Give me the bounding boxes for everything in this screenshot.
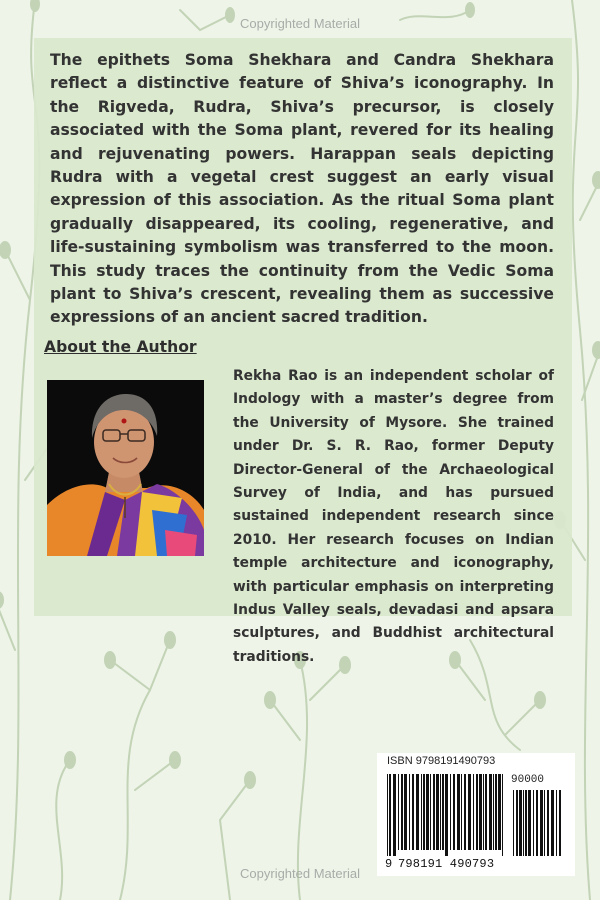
isbn-barcode xyxy=(377,753,575,876)
barcode-bar xyxy=(544,790,545,856)
barcode-bar xyxy=(479,774,482,850)
barcode-bar xyxy=(547,790,549,856)
barcode-bar xyxy=(493,774,494,850)
barcode-bar xyxy=(502,774,503,856)
barcode-bar xyxy=(519,790,522,856)
isbn-lead-digit: 9 xyxy=(385,857,393,871)
barcode-bar xyxy=(485,774,487,850)
barcode-bar xyxy=(468,774,471,850)
barcode-bar xyxy=(401,774,403,850)
barcode-bar xyxy=(473,774,474,850)
barcode-bar xyxy=(416,774,419,850)
price-addon-label: 90000 xyxy=(511,774,545,786)
barcode-bar xyxy=(442,774,444,850)
barcode-bar xyxy=(551,790,554,856)
barcode-bar xyxy=(559,790,561,856)
barcode-bar xyxy=(430,774,431,850)
barcode-bar xyxy=(495,774,497,850)
barcode-bar xyxy=(436,774,439,850)
barcode-bar xyxy=(489,774,492,850)
barcode-bar xyxy=(556,790,557,856)
book-blurb: The epithets Soma Shekhara and Candra Shekhara reflect a distinctive feature of Shiva’s iconography. In the Rigveda, Rudra, Shiva’s precursor, is closely associated with the Soma plant, revered for its healing and rejuvenating powers. Harappan seals depicting Rudra with a vegetal crest suggest an early visual expression of this association. As the ritual Soma plant gradually disappeared, its cooling, regenerative, and life-sustaining symbolism was transferred to the moon. This study traces the continuity from the Vedic Soma plant to Shiva’s crescent, revealing them as successive expressions of an ancient sacred tradition. xyxy=(50,51,554,327)
barcode-bar xyxy=(433,774,435,850)
barcode-bar xyxy=(498,774,501,850)
barcode-bar xyxy=(525,790,527,856)
copyright-watermark-bottom: Copyrighted Material xyxy=(240,866,360,881)
author-bio: Rekha Rao is an independent scholar of Indology with a master’s degree from the University of Mysore. She trained under Dr. S. R. Rao, former Deputy Director-General of the Archaeological Survey of India, and has pursued sustained independent research since 2010. Her research focuses on Indian temple architecture and iconography, with particular emphasis on interpreting Indus Valley seals, devadasi and apsara sculptures, and Buddhist architectural traditions. xyxy=(233,368,554,665)
barcode-bar xyxy=(533,790,534,856)
barcode-bar xyxy=(461,774,462,850)
barcode-bar xyxy=(423,774,425,850)
barcode-bar xyxy=(453,774,455,850)
barcode-bar xyxy=(387,774,388,856)
barcode-bar xyxy=(445,774,448,856)
author-photo xyxy=(47,380,204,556)
barcode-bar xyxy=(426,774,429,850)
barcode-bar xyxy=(513,790,514,856)
isbn-digit-groups: 798191 490793 xyxy=(398,857,495,871)
barcode-bar xyxy=(389,774,391,856)
addon-bars xyxy=(513,790,565,856)
barcode-bar xyxy=(409,774,410,850)
barcode-bar xyxy=(540,790,543,856)
about-author-heading: About the Author xyxy=(44,338,197,356)
barcode-bar xyxy=(536,790,538,856)
barcode-bar xyxy=(412,774,414,850)
barcode-bar xyxy=(523,790,524,856)
barcode-bar xyxy=(421,774,422,850)
barcode-bar xyxy=(457,774,460,850)
barcode-bar xyxy=(516,790,518,856)
barcode-bar xyxy=(450,774,451,850)
barcode-bar xyxy=(393,774,396,856)
barcode-bar xyxy=(528,790,531,856)
barcode-bar xyxy=(464,774,466,850)
isbn-bars xyxy=(387,774,507,856)
barcode-bar xyxy=(404,774,407,850)
barcode-bar xyxy=(440,774,441,850)
barcode-bar xyxy=(483,774,484,850)
barcode-bar xyxy=(476,774,478,850)
isbn-label: ISBN 9798191490793 xyxy=(387,755,496,767)
barcode-bar xyxy=(398,774,399,850)
copyright-watermark-top: Copyrighted Material xyxy=(240,16,360,31)
